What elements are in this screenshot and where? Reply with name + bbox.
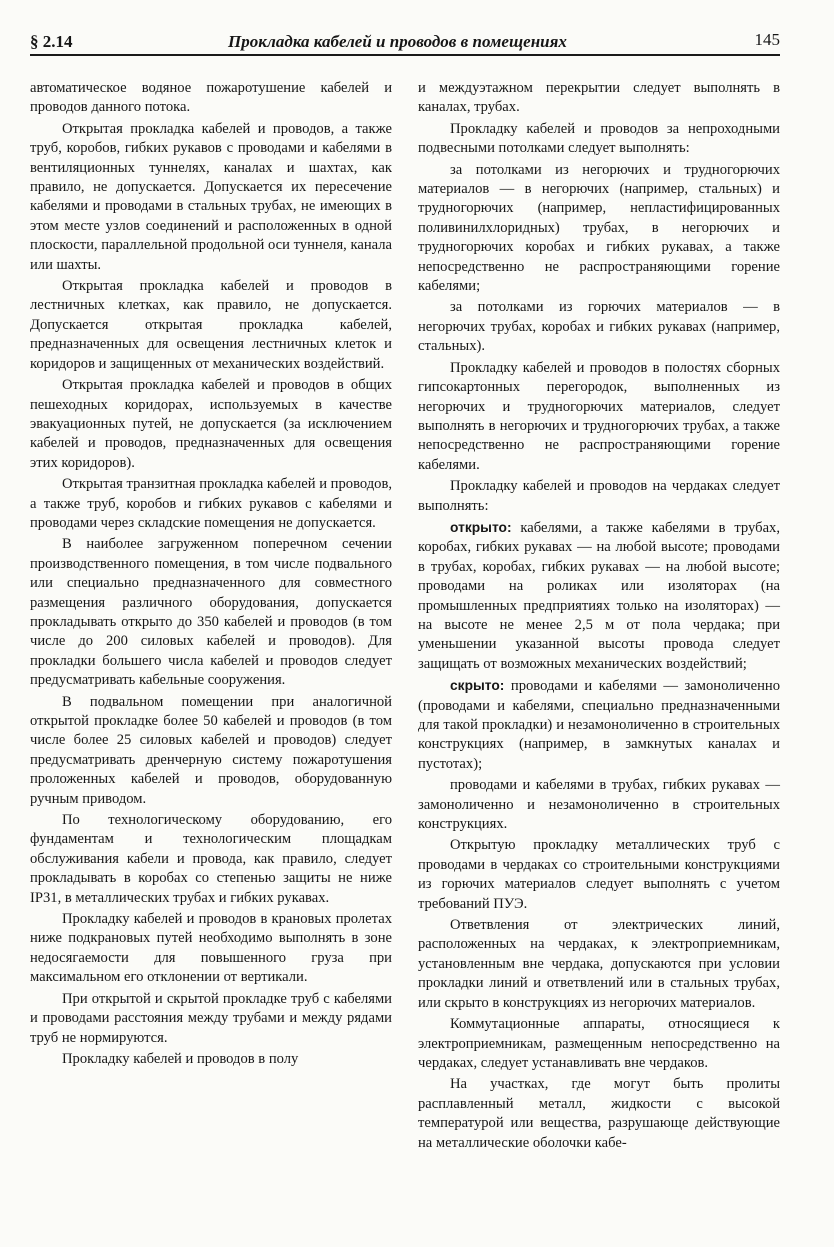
running-header xyxy=(30,30,780,56)
paragraph-text: кабелями, а также кабелями в трубах, коробах, гибких рукавах — на любой высоте; проводами в трубах, коробах, гибких рукавах — на любой высоте; проводами на роликах или изоляторах (на промышленных предприятиях только на изоляторах) — на высоте не менее 2,5 м от пола чердака; при уменьшении указанной высоты провода следует защищать от возможных механических воздействий; xyxy=(418,519,780,672)
paragraph xyxy=(30,1050,392,1069)
paragraph xyxy=(418,298,780,356)
paragraph xyxy=(30,990,392,1048)
page-number: 145 xyxy=(754,30,780,49)
paragraph-text: проводами и кабелями в трубах, гибких рукавах — замоноличенно и незамоноличенно в строительных конструкциях. xyxy=(418,777,780,833)
paragraph-text: Открытую прокладку металлических труб с проводами в чердаках со строительными конструкциями из горючих материалов следует выполнять с учетом требований ПУЭ. xyxy=(418,837,780,912)
paragraph-text: Открытая прокладка кабелей и проводов в общих пешеходных коридорах, используемых в качестве эвакуационных путей, не допускается (за исключением кабелей и проводов, предназначенных для освещения этих коридоров). xyxy=(30,377,392,471)
paragraph-lead-term: скрыто: xyxy=(450,678,505,694)
paragraph xyxy=(30,120,392,275)
paragraph xyxy=(418,120,780,159)
paragraph-text: Открытая прокладка кабелей и проводов в лестничных клетках, как правило, не допускается. Допускается открытая прокладка кабелей, предназначенных для освещения лестничных клеток и коридоров и защищенных от механических воздействий. xyxy=(30,278,392,372)
paragraph xyxy=(30,535,392,690)
paragraph-text: и междуэтажном перекрытии следует выполнять в каналах, трубах. xyxy=(418,80,780,116)
paragraph-text: В подвальном помещении при аналогичной открытой прокладке более 50 кабелей и проводов (в том числе более 25 силовых кабелей и проводов) следует предусматривать дренчерную систему пожаротушения проложенных кабелей и проводов, оборудованную ручным приводом. xyxy=(30,693,392,807)
paragraph-text: за потолками из горючих материалов — в негорючих трубах, коробах и гибких рукавах (например, стальных). xyxy=(418,299,780,355)
paragraph-text: Прокладку кабелей и проводов в полостях сборных гипсокартонных перегородок, выполненных из негорючих и трудногорючих материалов, следует выполнять в негорючих и трудногорючих трубах, а также непосредственно не распространяющими горение кабелями. xyxy=(418,359,780,473)
paragraph xyxy=(30,475,392,533)
paragraph-lead-term: открыто: xyxy=(450,519,512,535)
paragraph-text: проводами и кабелями — замоноличенно (проводами и кабелями, специально предназначенными для такой прокладки) и незамоноличенно в строительных конструкциях (например, в замкнутых каналах и пустотах); xyxy=(418,678,780,772)
paragraph-text: за потолками из негорючих и трудногорючих материалов — в негорючих (например, стальных) и трудногорючих (например, непластифицированных поливинилхлоридных) трубах, в негорючих и трудногорючих коробах и гибких рукавах, а также непосредственно не распространяющими горение кабелями; xyxy=(418,161,780,295)
paragraph xyxy=(30,277,392,374)
paragraph xyxy=(30,376,392,473)
paragraph-text: Прокладку кабелей и проводов в крановых пролетах ниже подкрановых путей необходимо выполнять в зоне недосягаемости для повышенного груза при максимальном его отклонении от вертикали. xyxy=(30,911,392,986)
paragraph xyxy=(30,693,392,809)
paragraph xyxy=(418,161,780,297)
paragraph-text: Прокладку кабелей и проводов на чердаках следует выполнять: xyxy=(418,478,780,514)
paragraph-text: Открытая транзитная прокладка кабелей и проводов, а также труб, коробов и гибких рукавов с кабелями и проводами через складские помещения не допускается. xyxy=(30,476,392,531)
paragraph xyxy=(418,676,780,774)
paragraph xyxy=(418,518,780,674)
paragraph-text: По технологическому оборудованию, его фундаментам и технологическим площадкам обслуживания кабели и провода, как правило, следует прокладывать в коробах со степенью защиты не ниже IP31, в металлических трубах и гибких рукавах. xyxy=(30,812,392,906)
paragraph-text: Прокладку кабелей и проводов за непроходными подвесными потолками следует выполнять: xyxy=(418,120,780,157)
paragraph xyxy=(418,477,780,516)
paragraph-text: Ответвления от электрических линий, расположенных на чердаках, к электроприемникам, установленным вне чердака, допускаются при условии прокладки линий и ответвлений или в стальных трубах, или скрыто в конструкциях из негорючих материалов. xyxy=(418,917,780,1011)
paragraph-text: В наиболее загруженном поперечном сечении производственного помещения, в том числе подвального или специально предназначенного для совместного размещения различного оборудования, допускается прокладывать открыто до 350 кабелей и проводов (в том числе до 200 силовых кабелей и проводов). Для прокладки большего числа кабелей и проводов следует предусматривать кабельные сооружения. xyxy=(30,536,392,689)
paragraph xyxy=(418,916,780,1013)
header-title: Прокладка кабелей и проводов в помещениях xyxy=(228,32,567,51)
paragraph xyxy=(418,79,780,118)
paragraph xyxy=(418,776,780,834)
paragraph xyxy=(418,359,780,475)
paragraph xyxy=(30,811,392,908)
paragraph xyxy=(30,79,392,118)
paragraph xyxy=(418,836,780,914)
paragraph xyxy=(418,1015,780,1073)
paragraph xyxy=(418,1075,780,1153)
paragraph-text: На участках, где могут быть пролиты расплавленный металл, жидкости с высокой температурой или вещества, разрушающе действующие на металлические оболочки кабе- xyxy=(418,1076,780,1151)
paragraph xyxy=(30,910,392,988)
paragraph-text: автоматическое водяное пожаротушение кабелей и проводов данного потока. xyxy=(30,80,392,116)
paragraph-text: Коммутационные аппараты, относящиеся к электроприемникам, размещенным непосредственно на чердаках, следует устанавливать вне чердаков. xyxy=(418,1016,780,1071)
paragraph-text: Прокладку кабелей и проводов в полу xyxy=(62,1050,299,1067)
paragraph-text: При открытой и скрытой прокладке труб с кабелями и проводами расстояния между трубами и между рядами труб не нормируются. xyxy=(30,990,392,1046)
section-number: § 2.14 xyxy=(30,32,73,51)
left-column xyxy=(30,79,392,1071)
paragraph-text: Открытая прокладка кабелей и проводов, а также труб, коробов, гибких рукавов с проводами и кабелями в вентиляционных туннелях, каналах и шахтах, как правило, не допускается. Допускается их пересечение кабелями и проводами в стальных трубах, не имеющих в этом месте узлов соединений и расположенных в одной плоскости, параллельной продольной оси туннеля, канала или шахты. xyxy=(30,120,392,273)
right-column xyxy=(418,79,780,1155)
